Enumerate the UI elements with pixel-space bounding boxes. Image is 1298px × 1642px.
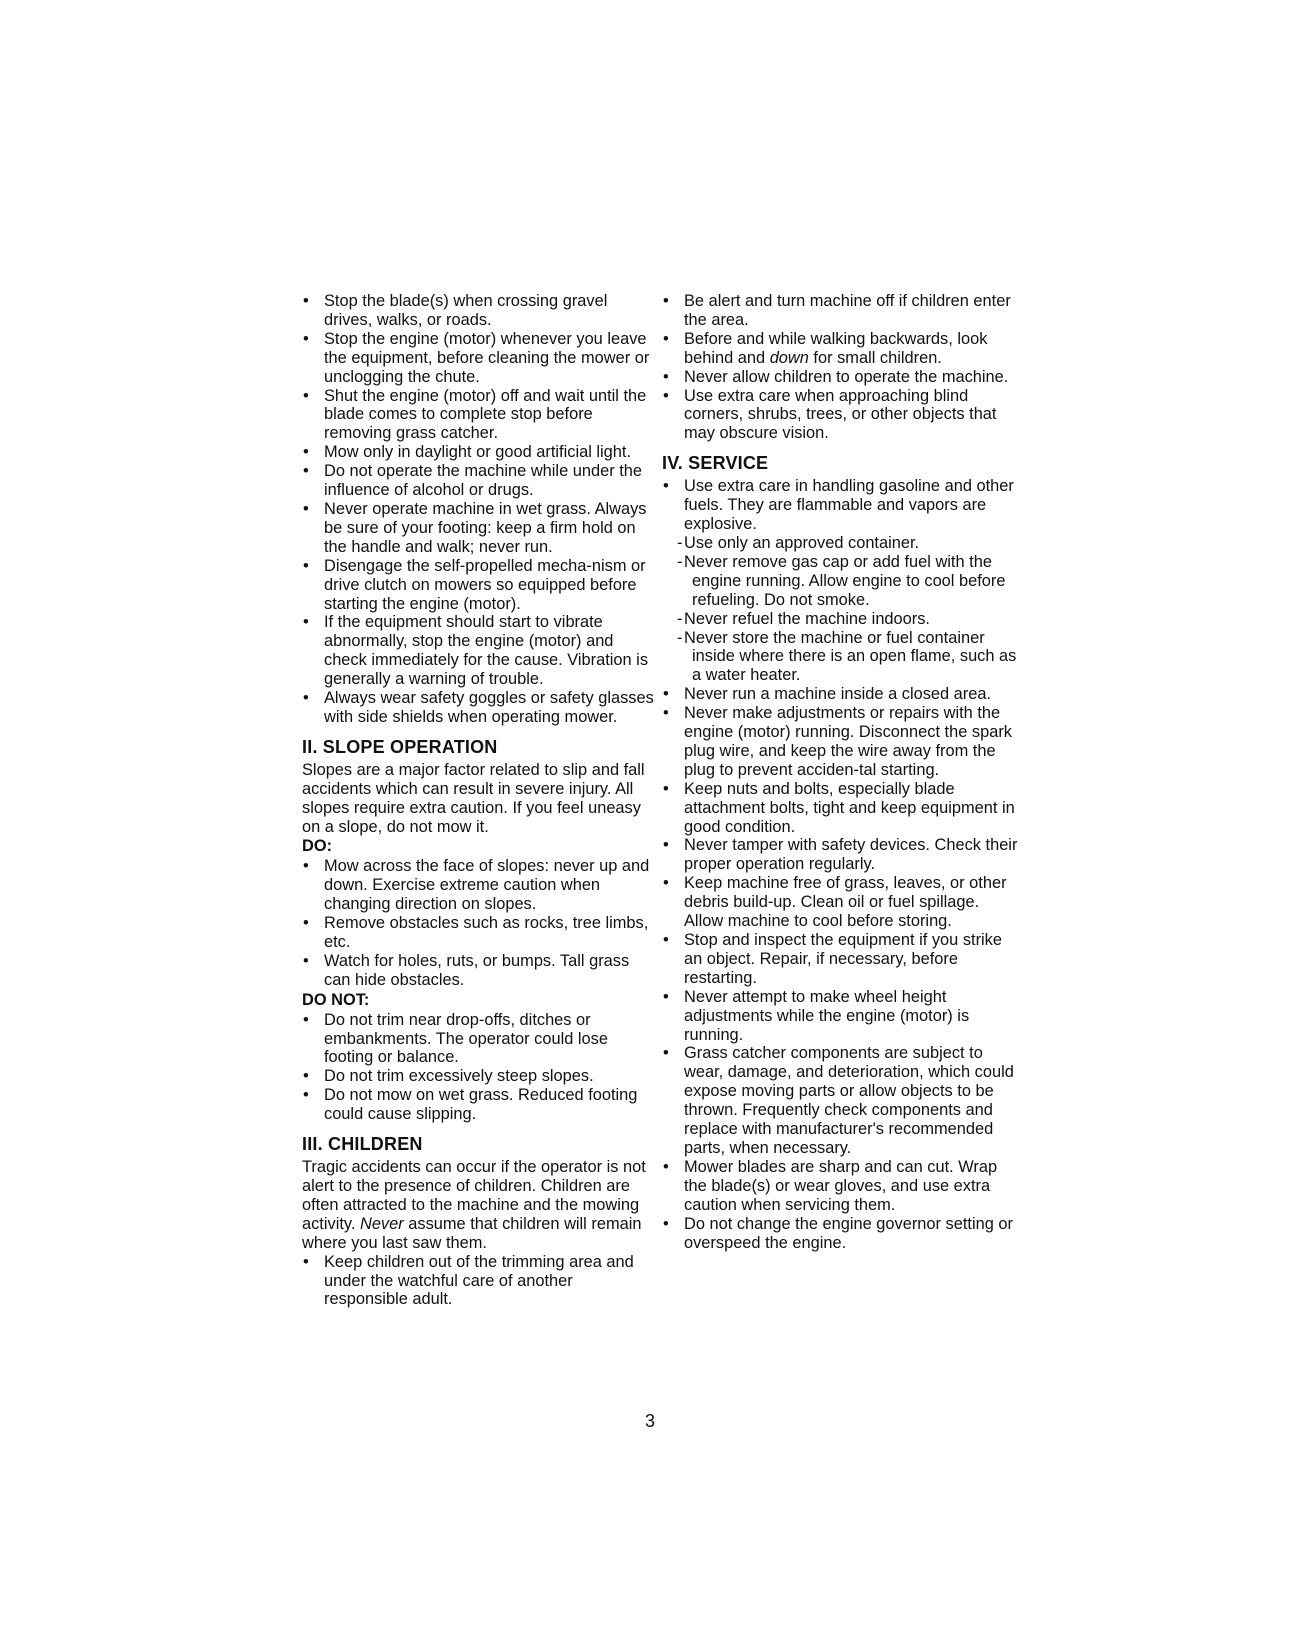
children-paragraph-start: Tragic accidents can occur if the operator is not alert to the presence of children. Children are often attracted to the machine and the mowing activity. xyxy=(302,1158,646,1233)
list-item: • Stop and inspect the equipment if you strike an object. Repair, if necessary, before restarting. xyxy=(662,931,1018,988)
list-item: • Stop the engine (motor) whenever you leave the equipment, before cleaning the mower or unclogging the chute. xyxy=(302,330,660,387)
list-item-emphasis: down xyxy=(769,348,809,367)
sub-list-item: - Never store the machine or fuel container inside where there is an open flame, such as a water heater. xyxy=(684,629,1018,686)
right-column xyxy=(662,292,1018,1252)
list-item: • Always wear safety goggles or safety glasses with side shields when operating mower. xyxy=(302,689,660,727)
sub-list-item: - Use only an approved container. xyxy=(684,534,1018,553)
list-item: • Do not change the engine governor setting or overspeed the engine. xyxy=(662,1215,1018,1253)
left-column xyxy=(302,292,660,1309)
list-item: • Mower blades are sharp and can cut. Wrap the blade(s) or wear gloves, and use extra caution when servicing them. xyxy=(662,1158,1018,1215)
do-label: DO: xyxy=(302,837,333,856)
list-item: • Do not trim near drop-offs, ditches or embankments. The operator could lose footing or balance. xyxy=(302,1011,660,1068)
do-not-list xyxy=(302,1011,660,1124)
list-item: • Shut the engine (motor) off and wait until the blade comes to complete stop before removing grass catcher. xyxy=(302,387,660,444)
fuel-sub-list xyxy=(684,534,1018,685)
fuel-item-text: Use extra care in handling gasoline and other fuels. They are flammable and vapors are explosive. xyxy=(684,477,1014,534)
children-paragraph-end: assume that children will remain where you last saw them. xyxy=(302,1214,642,1252)
list-item: • Remove obstacles such as rocks, tree limbs, etc. xyxy=(302,914,660,952)
page-number: 3 xyxy=(645,1411,656,1431)
list-item: • Do not operate the machine while under the influence of alcohol or drugs. xyxy=(302,462,660,500)
list-item: • Watch for holes, ruts, or bumps. Tall grass can hide obstacles. xyxy=(302,952,660,990)
sub-list-item: - Never refuel the machine indoors. xyxy=(684,610,1018,629)
service-heading: IV. SERVICE xyxy=(662,453,769,474)
do-not-label: DO NOT: xyxy=(302,990,370,1009)
slope-paragraph: Slopes are a major factor related to slip and fall accidents which can result in severe injury. All slopes require extra caution. If you feel uneasy on a slope, do not mow it. xyxy=(302,760,645,836)
list-item-text-end: for small children. xyxy=(808,348,942,367)
list-item: • Grass catcher components are subject to wear, damage, and deterioration, which could expose moving parts or allow objects to be thrown. Frequently check components and replace with manufacturer's recommended parts, when necessary. xyxy=(662,1044,1018,1157)
list-item: • If the equipment should start to vibrate abnormally, stop the engine (motor) and check immediately for the cause. Vibration is generally a warning of trouble. xyxy=(302,613,660,689)
list-item: • Be alert and turn machine off if children enter the area. xyxy=(662,292,1018,330)
general-safety-list xyxy=(302,292,660,727)
children-paragraph xyxy=(302,1158,660,1253)
service-list xyxy=(662,477,1018,1252)
list-item: • Keep nuts and bolts, especially blade attachment bolts, tight and keep equipment in good condition. xyxy=(662,780,1018,837)
do-list xyxy=(302,857,660,989)
list-item: • Never attempt to make wheel height adjustments while the engine (motor) is running. xyxy=(662,988,1018,1045)
children-paragraph-emphasis: Never xyxy=(359,1214,404,1233)
list-item xyxy=(662,477,1018,685)
list-item: • Keep children out of the trimming area and under the watchful care of another responsible adult. xyxy=(302,1253,660,1310)
list-item: • Stop the blade(s) when crossing gravel drives, walks, or roads. xyxy=(302,292,660,330)
sub-list-item: - Never remove gas cap or add fuel with the engine running. Allow engine to cool before refueling. Do not smoke. xyxy=(684,553,1018,610)
list-item: • Do not trim excessively steep slopes. xyxy=(302,1067,660,1086)
list-item: • Never tamper with safety devices. Check their proper operation regularly. xyxy=(662,836,1018,874)
list-item xyxy=(662,330,1018,368)
list-item: • Mow across the face of slopes: never up and down. Exercise extreme caution when changing direction on slopes. xyxy=(302,857,660,914)
children-list-right xyxy=(662,292,1018,443)
list-item: • Never run a machine inside a closed area. xyxy=(662,685,1018,704)
list-item: • Keep machine free of grass, leaves, or other debris build-up. Clean oil or fuel spillage. Allow machine to cool before storing. xyxy=(662,874,1018,931)
list-item-text-start: Before and while walking backwards, look behind and xyxy=(684,329,988,367)
list-item: • Never allow children to operate the machine. xyxy=(662,368,1018,387)
children-heading: III. CHILDREN xyxy=(302,1134,423,1155)
list-item: • Never operate machine in wet grass. Always be sure of your footing: keep a firm hold on the handle and walk; never run. xyxy=(302,500,660,557)
slope-operation-heading: II. SLOPE OPERATION xyxy=(302,736,498,757)
list-item: • Do not mow on wet grass. Reduced footing could cause slipping. xyxy=(302,1086,660,1124)
list-item: • Use extra care when approaching blind corners, shrubs, trees, or other objects that may obscure vision. xyxy=(662,387,1018,444)
list-item: • Mow only in daylight or good artificial light. xyxy=(302,443,660,462)
list-item: • Disengage the self-propelled mecha-nism or drive clutch on mowers so equipped before starting the engine (motor). xyxy=(302,557,660,614)
children-list-left xyxy=(302,1253,660,1310)
list-item: • Never make adjustments or repairs with the engine (motor) running. Disconnect the spark plug wire, and keep the wire away from the plug to prevent acciden-tal starting. xyxy=(662,704,1018,780)
